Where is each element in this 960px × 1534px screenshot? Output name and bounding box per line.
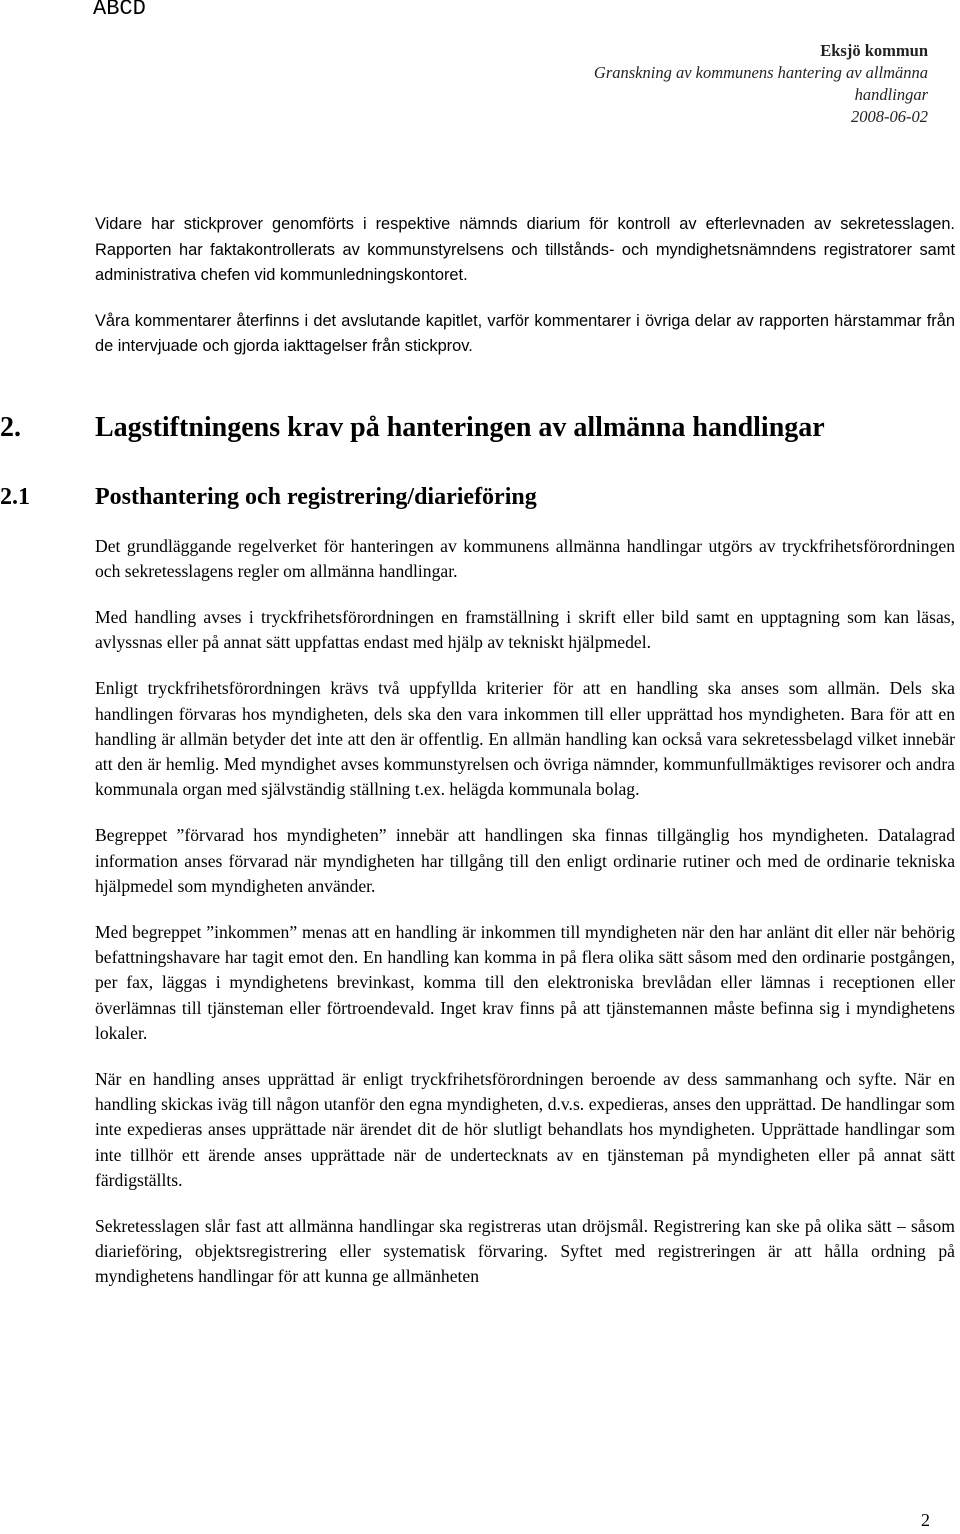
intro-paragraph-2: Våra kommentarer återfinns i det avslutande kapitlet, varför kommentarer i övriga delar av rapporten härstammar från de intervjuade och gjorda iakttagelser från stickprov. — [95, 311, 955, 355]
header-date: 2008-06-02 — [851, 107, 928, 126]
intro-paragraph-1: Vidare har stickprover genomförts i respektive nämnds diarium för kontroll av efterlevnaden av sekretesslagen. Rapporten har faktakontrollerats av kommunstyrelsens och tillstånds- och myndighetsnämndens registratorer samt administrativa chefen vid kommunledningskontoret. — [95, 215, 955, 284]
subsection-number: 2.1 — [0, 483, 30, 510]
header-subtitle-line2: handlingar — [854, 85, 928, 104]
section-heading — [0, 411, 955, 443]
paragraph: Med begreppet ”inkommen” menas att en handling är inkommen till myndigheten när den har anlänt dit eller när behörig befattningshavare har tagit emot den. En handling kan komma in på flera olika sätt såsom med den ordinarie postgången, per fax, läggas i myndighetens brevinkast, komma till den elektroniska brevlådan eller lämnas i receptionen eller överlämnas till tjänsteman eller förtroendevald. Inget krav finns på att tjänstemannen måste befinna sig i myndighetens lokaler. — [95, 921, 955, 1043]
paragraph: När en handling anses upprättad är enligt tryckfrihetsförordningen beroende av dess sammanhang och syfte. När en handling skickas iväg till någon utanför den egna myndigheten, d.v.s. expedieras, anses den upprättad. De handlingar som inte expedieras anses upprättade när ärendet dit de hör slutligt behandlats hos myndigheten. Upprättade handlingar som inte tillhör ett ärende anses upprättade när de undertecknats av en tjänsteman på myndigheten eller på annat sätt färdigställts. — [95, 1068, 955, 1190]
subsection-title: Posthantering och registrering/diarieföring — [95, 483, 537, 510]
paragraph: Med handling avses i tryckfrihetsförordningen en framställning i skrift eller bild samt en upptagning som kan läsas, avlyssnas eller på annat sätt uppfattas endast med hjälp av tekniskt hjälpmedel. — [95, 606, 955, 653]
paragraph: Begreppet ”förvarad hos myndigheten” innebär att handlingen ska finnas tillgänglig hos myndigheten. Datalagrad information anses förvarad när myndigheten har tillgång till den enligt ordinarie rutiner och med de ordinarie tekniska hjälpmedel som myndigheten använder. — [95, 825, 955, 896]
paragraph: Sekretesslagen slår fast att allmänna handlingar ska registreras utan dröjsmål. Registrering kan ske på olika sätt – såsom diarieföring, objektsregistrering eller systematisk förvaring. Syftet med registreringen är att hålla ordning på myndighetens handlingar för att kunna ge allmänheten — [95, 1215, 955, 1287]
paragraph: Enligt tryckfrihetsförordningen krävs två uppfyllda kriterier för att en handling ska anses som allmän. Dels ska handlingen förvaras hos myndigheten, dels ska den vara inkommen till eller upprättad hos myndigheten. Bara för att en handling är allmän betyder det inte att den är offentlig. En allmän handling kan också vara sekretessbelagd vilket innebär att den är hemlig. Med myndighet avses kommunstyrelsen och övriga nämnder, kommunfullmäktiges revisorer och andra kommunala organ med självständig ställning t.ex. helägda kommunala bolag. — [95, 678, 955, 800]
paragraph-list — [95, 534, 955, 1290]
company-logo: ABCD — [93, 0, 146, 21]
subsection-heading — [0, 483, 955, 514]
section-number: 2. — [0, 411, 21, 443]
header-organization: Eksjö kommun — [820, 41, 928, 60]
header-subtitle-line1: Granskning av kommunens hantering av allmänna — [593, 63, 928, 82]
document-body — [0, 212, 955, 1311]
page-number: 2 — [921, 1510, 930, 1530]
page-header — [528, 40, 928, 128]
section-title: Lagstiftningens krav på hanteringen av allmänna handlingar — [95, 411, 825, 443]
paragraph: Det grundläggande regelverket för hanteringen av kommunens allmänna handlingar utgörs av tryckfrihetsförordningen och sekretesslagens regler om allmänna handlingar. — [95, 535, 955, 581]
